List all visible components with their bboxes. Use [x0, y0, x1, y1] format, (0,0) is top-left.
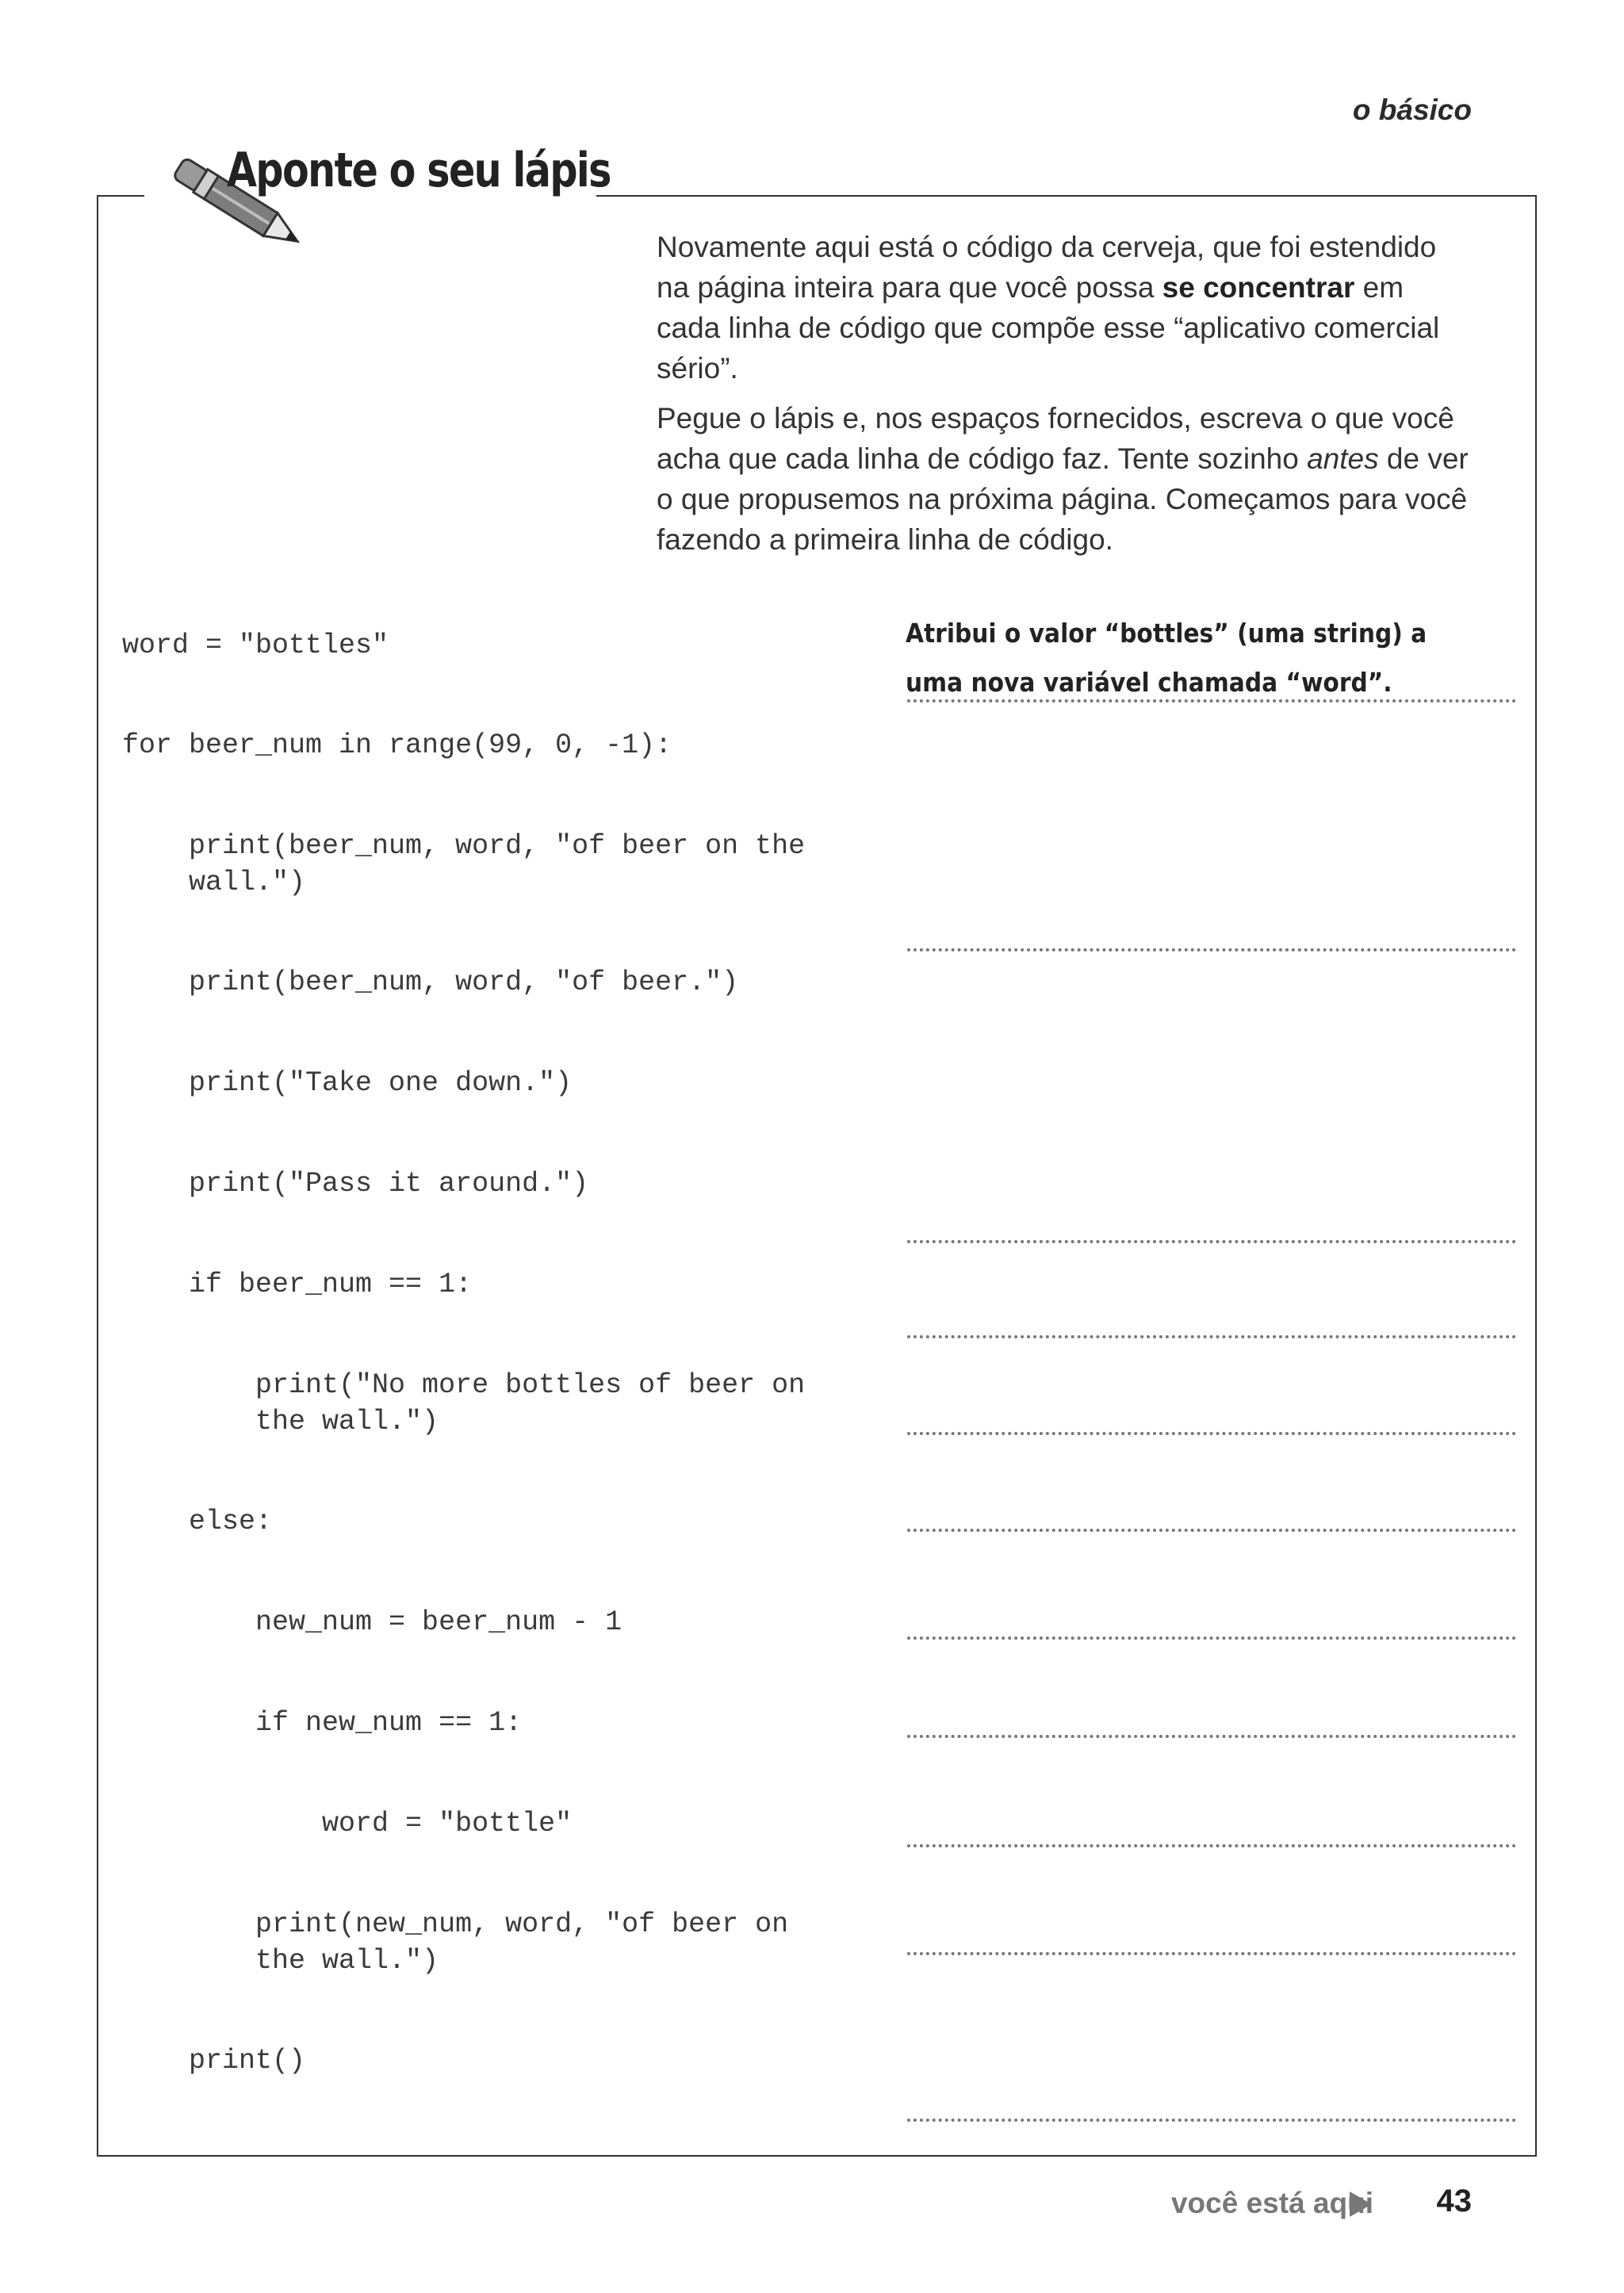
answer-line[interactable] — [907, 1952, 1516, 1955]
arrow-right-icon — [1350, 2192, 1372, 2217]
instruction-paragraph-1: Novamente aqui está o código da cerveja, que foi estendido na página inteira para que você possa se concentrar em cada linha de código que compõe esse “aplicativo comercial sério”. — [657, 231, 1440, 385]
code-line: else: — [122, 1506, 273, 1537]
exercise-title-block — [144, 143, 611, 230]
answer-line[interactable] — [907, 1432, 1516, 1435]
code-line: word = "bottle" — [122, 1808, 573, 1839]
exercise-title: Aponte o seu lápis — [227, 143, 611, 198]
code-line: print("No more bottles of beer on the wall.") — [255, 1369, 806, 1437]
code-line: if beer_num == 1: — [122, 1269, 473, 1300]
code-line: print("Take one down.") — [122, 1067, 573, 1099]
code-line: new_num = beer_num - 1 — [122, 1606, 622, 1638]
page-number: 43 — [1436, 2184, 1472, 2218]
footer-label: você está aqui — [1170, 2187, 1373, 2219]
answer-line[interactable] — [907, 1636, 1516, 1640]
section-header: o básico — [1352, 94, 1472, 126]
instruction-paragraph-2: Pegue o lápis e, nos espaços fornecidos, escreva o que você acha que cada linha de código faz. Tente sozinho antes de ver o que propusemos na próxima página. Começamos para você fazendo a primeira linha de código. — [657, 402, 1469, 556]
code-line: print(new_num, word, "of beer on the wall.") — [255, 1908, 789, 1977]
code-line: word = "bottles" — [122, 630, 389, 661]
code-line: print(beer_num, word, "of beer.") — [122, 967, 739, 998]
answer-line[interactable] — [907, 1529, 1516, 1532]
code-line: for beer_num in range(99, 0, -1): — [122, 729, 672, 761]
answer-line[interactable] — [907, 699, 1516, 702]
answer-line[interactable] — [907, 1844, 1516, 1847]
code-line: print("Pass it around.") — [122, 1168, 589, 1200]
code-line: print() — [122, 2045, 306, 2077]
handwritten-answer: Atribui o valor “bottles” (uma string) a uma nova variável chamada “word”. — [906, 618, 1427, 698]
answer-line[interactable] — [907, 948, 1516, 951]
code-line: if new_num == 1: — [122, 1707, 523, 1739]
exercise-instructions — [657, 227, 1473, 569]
answer-line[interactable] — [907, 1735, 1516, 1738]
answer-line[interactable] — [907, 1335, 1516, 1338]
answer-line[interactable] — [907, 1240, 1516, 1243]
answer-line[interactable] — [907, 2119, 1516, 2122]
code-line: print(beer_num, word, "of beer on the wall.") — [189, 830, 806, 898]
